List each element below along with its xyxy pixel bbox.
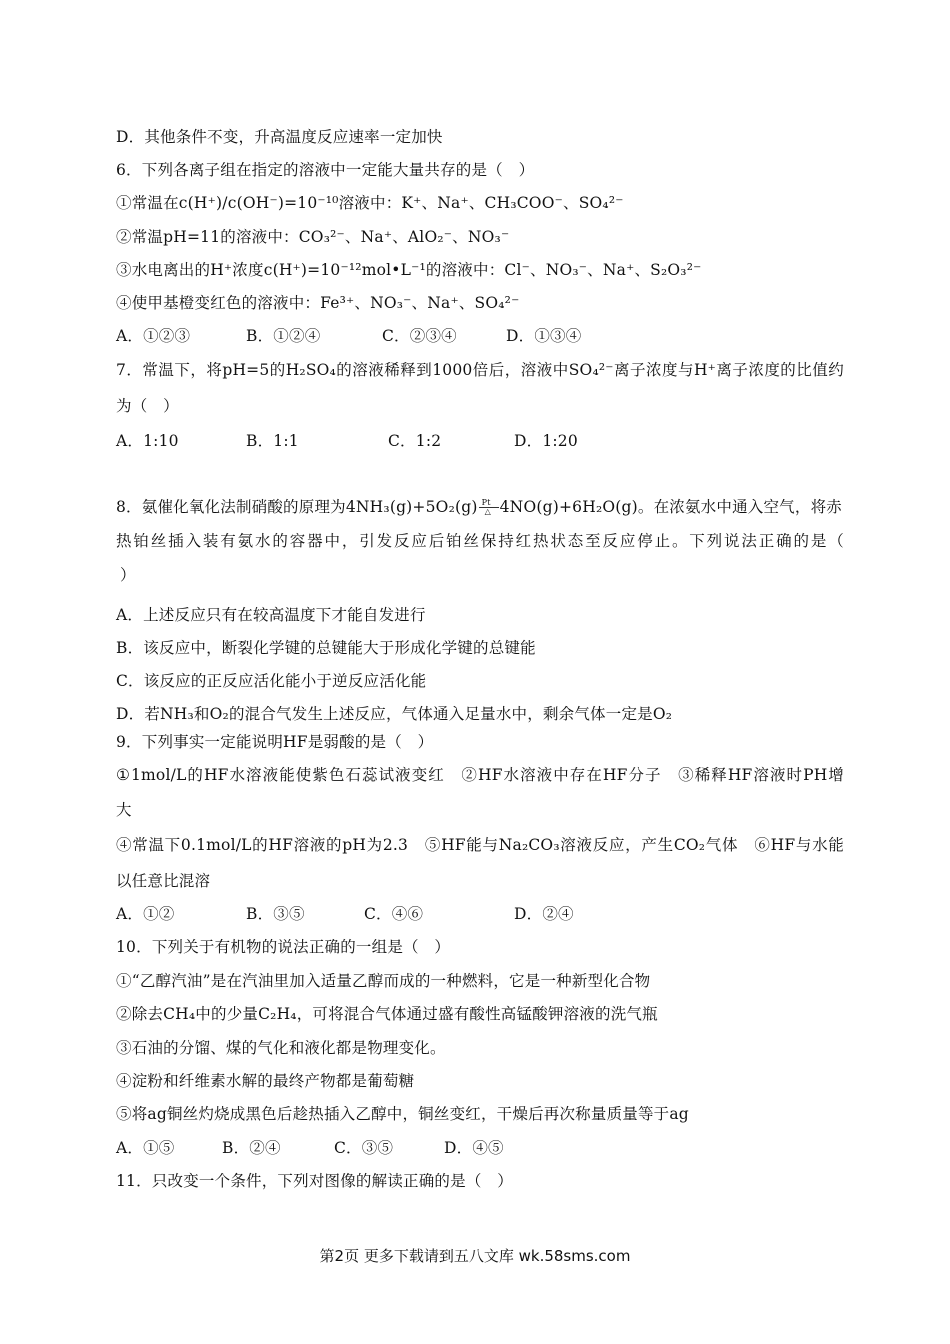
q6-item-3: ③水电离出的H⁺浓度c(H⁺)=10⁻¹²mol•L⁻¹的溶液中：Cl⁻、NO₃⁻、Na⁺、S₂O₃²⁻ <box>116 261 702 279</box>
q6-item-1: ①常温在c(H⁺)/c(OH⁻)=10⁻¹⁰溶液中：K⁺、Na⁺、CH₃COO⁻、SO₄²⁻ <box>116 194 624 212</box>
q7-option-c: C．1:2 <box>388 432 442 450</box>
q7-option-a: A．1:10 <box>116 432 179 450</box>
q10-option-a: A．①⑤ <box>116 1139 175 1157</box>
q9-items-1: ①1mol/L的HF水溶液能使紫色石蕊试液变红 ②HF水溶液中存在HF分子 ③稀释HF溶液时PH增 <box>116 766 844 784</box>
q6-option-c: C．②③④ <box>382 327 457 345</box>
q6-item-4: ④使甲基橙变红色的溶液中：Fe³⁺、NO₃⁻、Na⁺、SO₄²⁻ <box>116 294 520 312</box>
q10-item-5: ⑤将ag铜丝灼烧成黑色后趁热插入乙醇中，铜丝变红，干燥后再次称量质量等于ag <box>116 1105 689 1123</box>
q9-option-c: C．④⑥ <box>364 905 424 923</box>
q10-options <box>116 1138 844 1158</box>
q7-option-d: D．1:20 <box>514 432 578 450</box>
q6-option-d: D．①③④ <box>506 327 582 345</box>
catalyst-label: Pt <box>481 498 491 507</box>
q9-items-2: ④常温下0.1mol/L的HF溶液的pH为2.3 ⑤HF能与Na₂CO₃溶液反应，产生CO₂气体 ⑥HF与水能 <box>116 836 844 854</box>
q6-stem: 6．下列各离子组在指定的溶液中一定能大量共存的是（ ） <box>116 161 535 179</box>
q10-option-b: B．②④ <box>222 1139 281 1157</box>
q10-stem: 10．下列关于有机物的说法正确的一组是（ ） <box>116 938 451 956</box>
q7-stem-cont: 为（ ） <box>116 397 179 415</box>
q9-option-b: B．③⑤ <box>246 905 305 923</box>
q9-option-a: A．①② <box>116 905 175 923</box>
q8-equation-right: 4NO(g)+6H₂O(g)。在浓氨水中通入空气，将赤 <box>499 498 842 516</box>
q8-stem <box>116 497 844 517</box>
q9-options <box>116 904 844 924</box>
q7-stem: 7．常温下，将pH=5的H₂SO₄的溶液稀释到1000倍后，溶液中SO₄²⁻离子浓度与H⁺离子浓度的比值约 <box>116 361 844 379</box>
q9-items-1-cont: 大 <box>116 801 132 819</box>
q10-item-1: ①“乙醇汽油”是在汽油里加入适量乙醇而成的一种燃料，它是一种新型化合物 <box>116 972 651 990</box>
q10-item-2: ②除去CH₄中的少量C₂H₄，可将混合气体通过盛有酸性高锰酸钾溶液的洗气瓶 <box>116 1005 658 1023</box>
q10-option-c: C．③⑤ <box>334 1139 394 1157</box>
q7-options <box>116 431 844 451</box>
q8-option-d: D．若NH₃和O₂的混合气发生上述反应，气体通入足量水中，剩余气体一定是O₂ <box>116 705 673 723</box>
q10-item-3: ③石油的分馏、煤的气化和液化都是物理变化。 <box>116 1039 446 1057</box>
q5-option-d: D．其他条件不变，升高温度反应速率一定加快 <box>116 128 443 146</box>
reaction-condition-arrow-icon <box>478 497 500 517</box>
q6-option-b: B．①②④ <box>246 327 321 345</box>
q7-option-b: B．1:1 <box>246 432 299 450</box>
q8-equation-left: 8．氨催化氧化法制硝酸的原理为4NH₃(g)+5O₂(g) <box>116 498 478 516</box>
q10-item-4: ④淀粉和纤维素水解的最终产物都是葡萄糖 <box>116 1072 415 1090</box>
q6-option-a: A．①②③ <box>116 327 191 345</box>
heat-symbol: △ <box>484 507 491 516</box>
q10-option-d: D．④⑤ <box>444 1139 504 1157</box>
page-footer: 第2页 更多下载请到五八文库 wk.58sms.com <box>319 1247 631 1265</box>
q8-stem-paren: ） <box>120 566 136 584</box>
q9-option-d: D．②④ <box>514 905 574 923</box>
q8-stem-cont: 热铂丝插入装有氨水的容器中，引发反应后铂丝保持红热状态至反应停止。下列说法正确的是（ <box>116 532 844 550</box>
q8-option-a: A．上述反应只有在较高温度下才能自发进行 <box>116 606 426 624</box>
q8-option-c: C．该反应的正反应活化能小于逆反应活化能 <box>116 672 427 690</box>
q11-stem: 11．只改变一个条件，下列对图像的解读正确的是（ ） <box>116 1172 513 1190</box>
q6-options <box>116 326 844 346</box>
q8-option-b: B．该反应中，断裂化学键的总键能大于形成化学键的总键能 <box>116 639 536 657</box>
q9-stem: 9．下列事实一定能说明HF是弱酸的是（ ） <box>116 733 434 751</box>
q6-item-2: ②常温pH=11的溶液中：CO₃²⁻、Na⁺、AlO₂⁻、NO₃⁻ <box>116 228 510 246</box>
q9-items-2-cont: 以任意比混溶 <box>116 872 211 890</box>
